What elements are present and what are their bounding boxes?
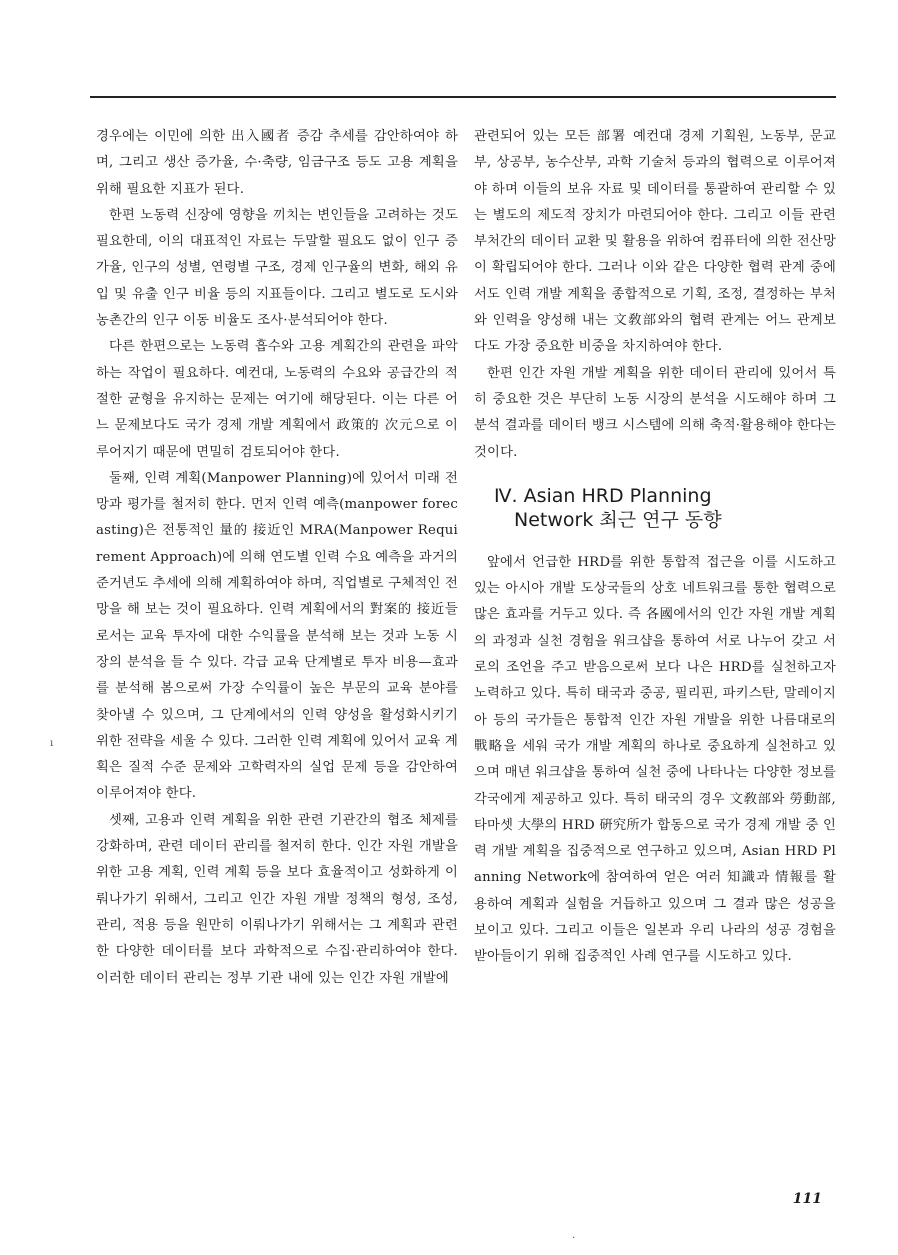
paragraph: 셋째, 고용과 인력 계획을 위한 관련 기관간의 협조 체제를 강화하며, 관련 데이터 관리를 철저히 한다. 인간 자원 개발을 위한 고용 계획, 인력 계획 등을 보다 효율적이고 성화하게 이뤄나가기 위해서, 그리고 인간 자원 개발 정책의 형성, 조성, 관리, 적용 등을 원만히 이뤄나가기 위해서는 그 계획과 관련한 다양한 데이터를 보다 과학적으로 수집·관리하여야 한다. 이러한 데이터 관리는 정부 기관 내에 있는 인간 자원 개발에 bbox=[96, 812, 458, 986]
section-heading-line: Network 최근 연구 동향 bbox=[514, 508, 722, 531]
page-number: 111 bbox=[792, 1191, 822, 1207]
paragraph: 둘째, 인력 계획(Manpower Planning)에 있어서 미래 전망과 평가를 철저히 한다. 먼저 인력 예측(manpower forecasting)은 전통적인 量的 接近인 MRA(Manpower Requirement Approach)에 의해 연도별 인력 수요 예측을 과거의 준거년도 추세에 의해 계획하여야 하며, 직업별로 구체적인 전망을 해 보는 것이 필요하다. 인력 계획에서의 對案的 接近들로서는 교육 투자에 대한 수익률을 분석해 보는 것과 노동 시장의 분석을 들 수 있다. 각급 교육 단계별로 투자 비용—효과를 분석해 봄으로써 가장 수익률이 높은 부문의 교육 분야를 찾아낼 수 있으며, 그 단계에서의 인력 양성을 활성화시키기 위한 전략을 세울 수 있다. 그러한 인력 계획에 있어서 교육 계획은 질적 수준 문제와 고학력자의 실업 문제 등을 감안하여 이루어져야 한다. bbox=[96, 470, 458, 802]
margin-mark: ı bbox=[50, 738, 54, 749]
section-heading-line: Ⅳ. Asian HRD Planning bbox=[494, 484, 712, 507]
left-column bbox=[96, 124, 458, 992]
paragraph: 앞에서 언급한 HRD를 위한 통합적 접근을 이를 시도하고 있는 아시아 개발 도상국들의 상호 네트워크를 통한 협력으로 많은 효과를 거두고 있다. 즉 各國에서의 인간 자원 개발 계획의 과정과 실천 경험을 워크샵을 통하여 서로 나누어 갖고 서로의 조언을 주고 받음으로써 보다 나은 HRD를 실천하고자 노력하고 있다. 특히 태국과 중공, 필리핀, 파키스탄, 말레이지아 등의 국가들은 통합적 인간 자원 개발을 위한 나름대로의 戰略을 세워 국가 개발 계획의 하나로 중요하게 실천하고 있으며 매년 워크샵을 통하여 실천 중에 나타나는 다양한 정보를 각국에게 제공하고 있다. 특히 태국의 경우 文敎部와 勞動部, 타마셋 大學의 HRD 硏究所가 합동으로 국가 경제 개발 중 인력 개발 계획을 집중적으로 연구하고 있으며, Asian HRD Planning Network에 참여하여 얻은 여러 知識과 情報를 활용하여 계획과 실험을 거듭하고 있으며 그 결과 많은 성공을 보이고 있다. 그리고 이들은 일본과 우리 나라의 성공 경험을 받아들이기 위해 집중적인 사례 연구를 시도하고 있다. bbox=[474, 554, 836, 965]
paragraph: 한편 노동력 신장에 영향을 끼치는 변인들을 고려하는 것도 필요한데, 이의 대표적인 자료는 두말할 필요도 없이 인구 증가율, 인구의 성별, 연령별 구조, 경제 인구율의 변화, 해외 유입 및 유출 인구 비율 등의 지표들이다. 그리고 별도로 도시와 농촌간의 인구 이동 비율도 조사·분석되어야 한다. bbox=[96, 207, 458, 329]
header-rule bbox=[90, 96, 836, 98]
margin-mark: · bbox=[572, 1233, 576, 1244]
section-heading bbox=[474, 484, 836, 532]
paragraph: 한편 인간 자원 개발 계획을 위한 데이터 관리에 있어서 특히 중요한 것은 부단히 노동 시장의 분석을 시도해야 하며 그 분석 결과를 데이터 뱅크 시스템에 의해 축적·활용해야 한다는 것이다. bbox=[474, 365, 836, 460]
paragraph: 관련되어 있는 모든 部署 예컨대 경제 기획원, 노동부, 문교부, 상공부, 농수산부, 과학 기술처 등과의 협력으로 이루어져야 하며 이들의 보유 자료 및 데이터를 통괄하여 관리할 수 있는 별도의 제도적 장치가 마련되어야 한다. 그리고 이들 관련 부처간의 데이터 교환 및 활용을 위하여 컴퓨터에 의한 전산망이 확립되어야 한다. 그러나 이와 같은 다양한 협력 관계 중에서도 인력 개발 계획을 종합적으로 기획, 조정, 결정하는 부처와 인력을 양성해 내는 文敎部와의 협력 관계는 어느 관계보다도 가장 중요한 비중을 차지하여야 한다. bbox=[474, 129, 836, 355]
right-column bbox=[474, 124, 836, 971]
paragraph: 경우에는 이민에 의한 出入國者 증감 추세를 감안하여야 하며, 그리고 생산 증가율, 수·축량, 임금구조 등도 고용 계획을 위해 필요한 지표가 된다. bbox=[96, 129, 458, 197]
paragraph: 다른 한편으로는 노동력 흡수와 고용 계획간의 관련을 파악하는 작업이 필요하다. 예컨대, 노동력의 수요와 공급간의 적절한 균형을 유지하는 문제는 여기에 해당된다. 이는 다른 어느 문제보다도 국가 경제 개발 계획에서 政策的 次元으로 이루어지기 때문에 면밀히 검토되어야 한다. bbox=[96, 339, 458, 460]
